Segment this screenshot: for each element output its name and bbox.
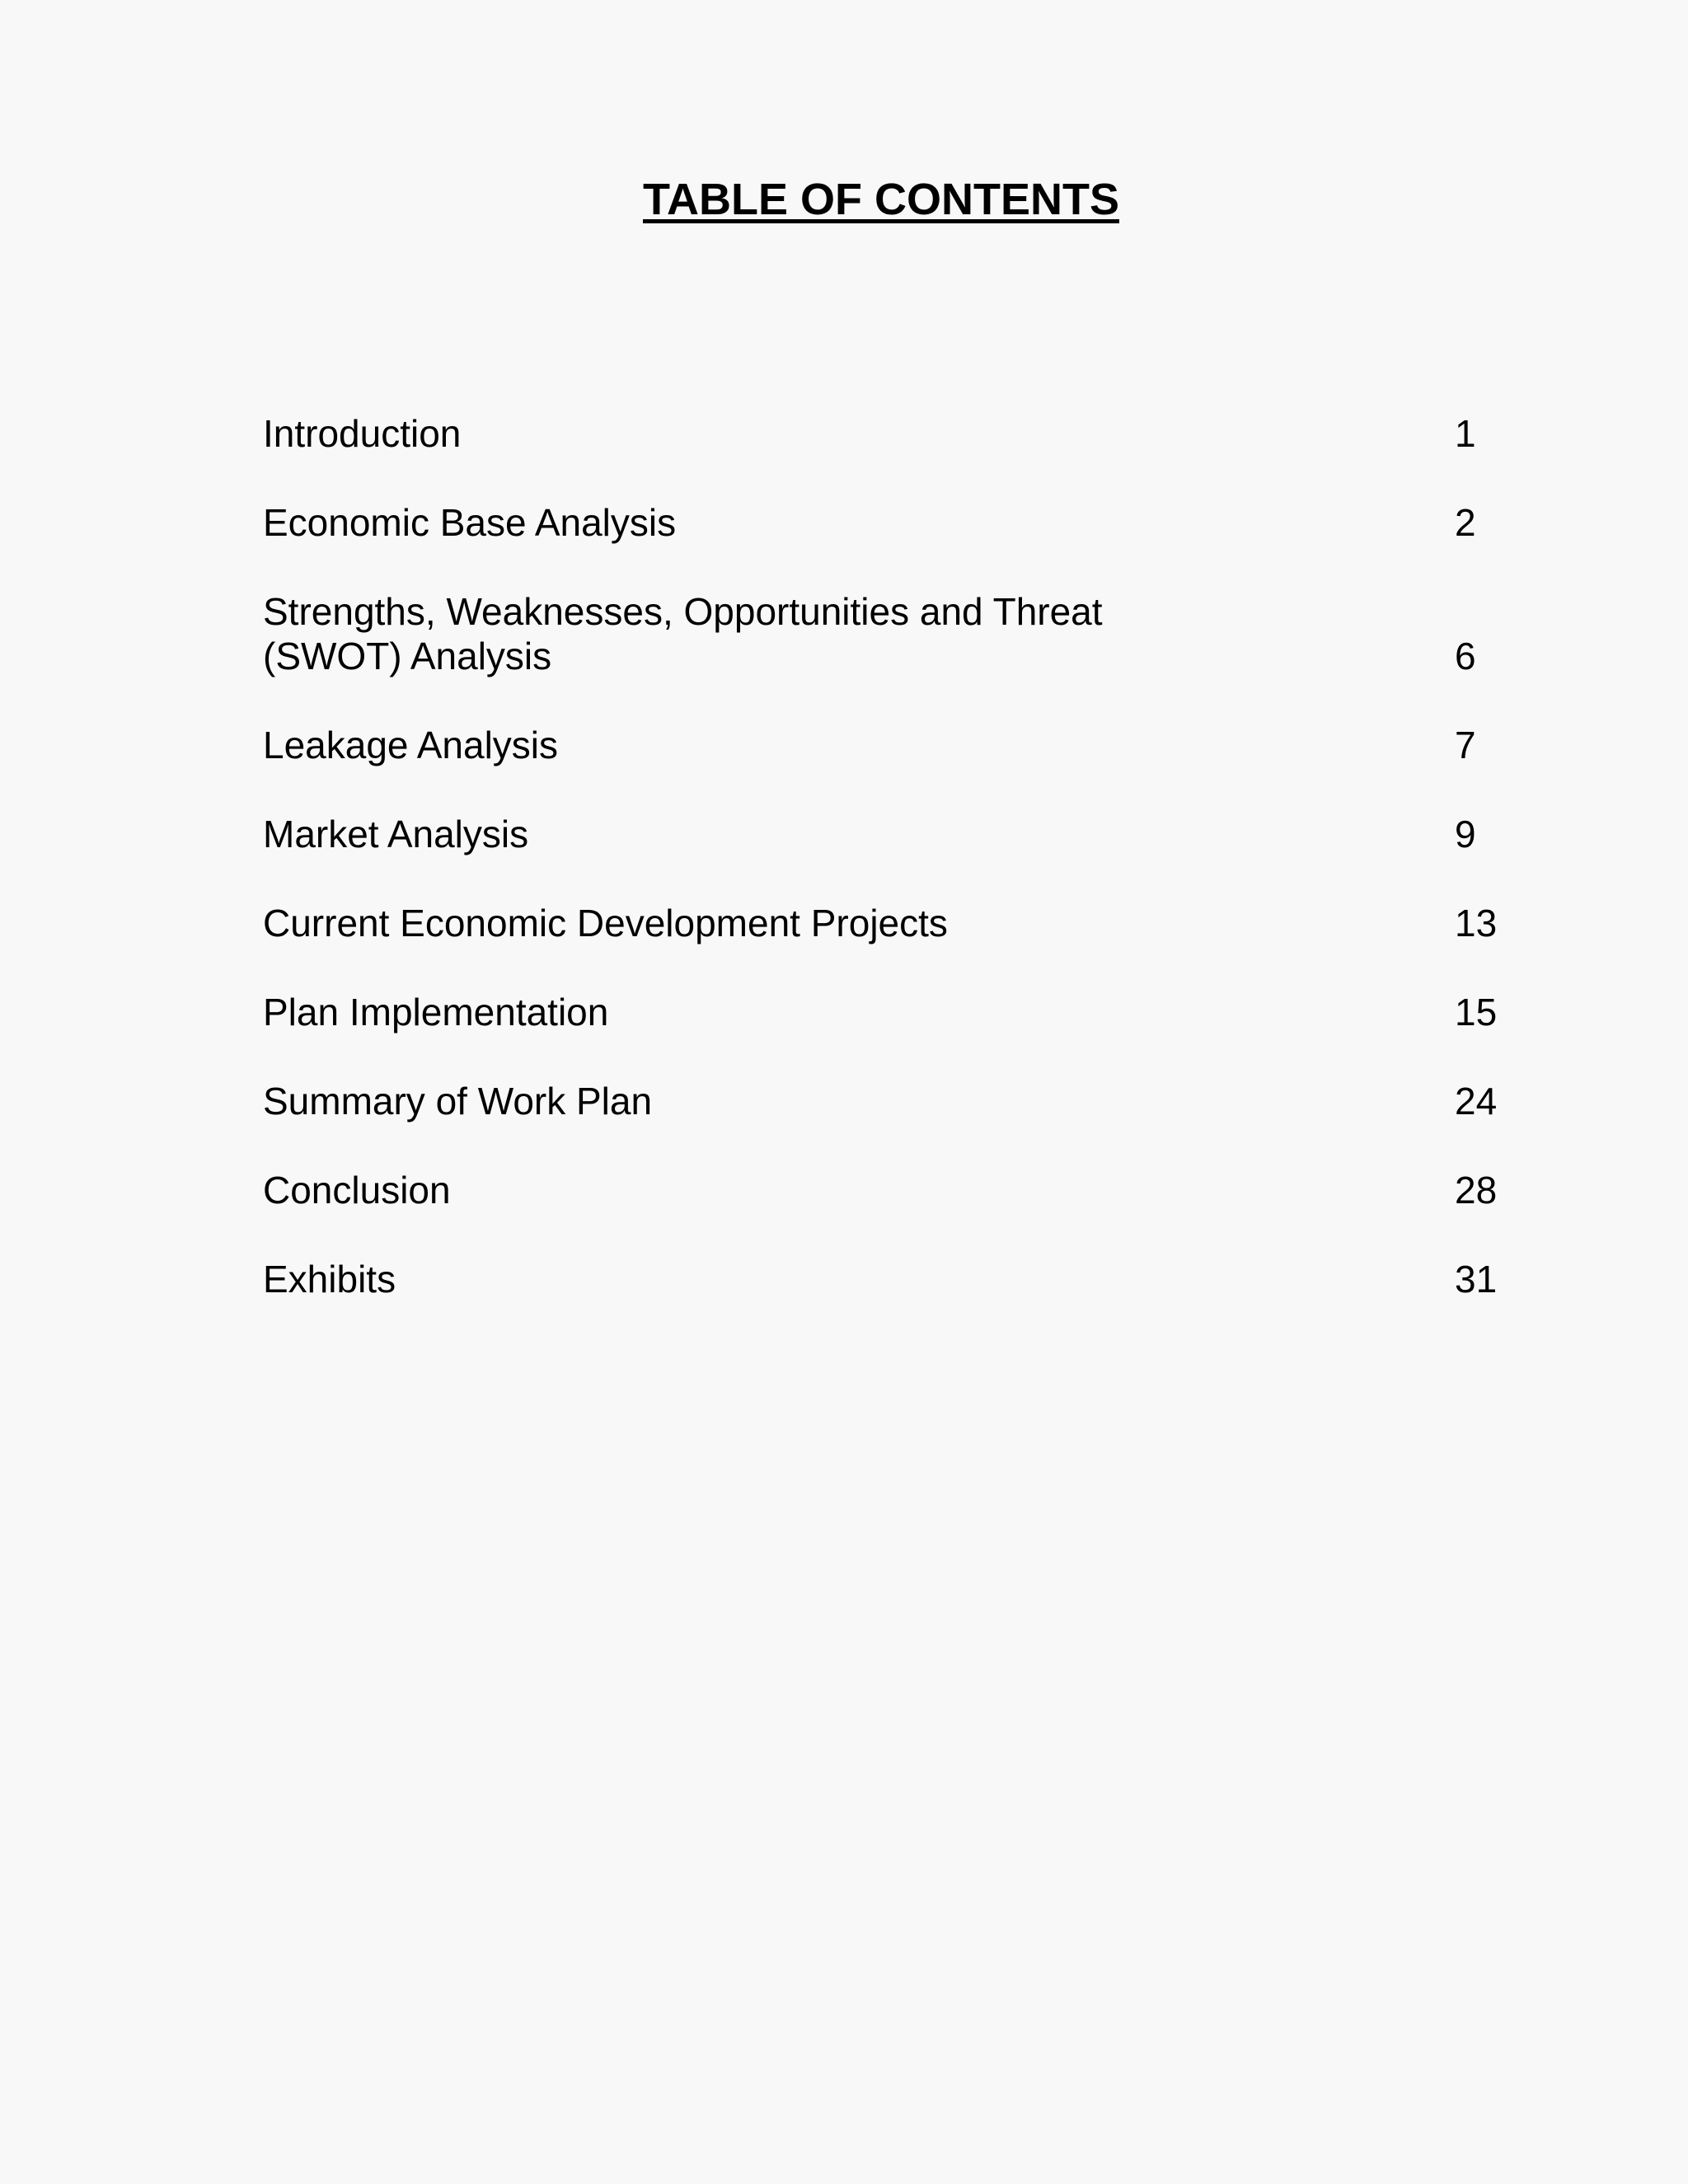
toc-entry-introduction[interactable] bbox=[263, 411, 1549, 456]
toc-entry-page: 24 bbox=[1455, 1080, 1498, 1122]
toc-entry-plan-implementation[interactable] bbox=[263, 990, 1549, 1034]
toc-entry-swot-analysis[interactable] bbox=[263, 589, 1549, 678]
toc-entry-page: 31 bbox=[1455, 1258, 1498, 1301]
toc-entry-label-line-2: (SWOT) Analysis bbox=[263, 635, 552, 677]
toc-entry-exhibits[interactable] bbox=[263, 1257, 1549, 1301]
toc-entry-label-line-1: Strengths, Weaknesses, Opportunities and Threat bbox=[263, 590, 1103, 633]
toc-entry-label: Conclusion bbox=[263, 1169, 451, 1212]
toc-entry-label: Economic Base Analysis bbox=[263, 501, 677, 544]
toc-entry-leakage-analysis[interactable] bbox=[263, 723, 1549, 767]
toc-entry-page: 2 bbox=[1455, 501, 1476, 544]
toc-entry-conclusion[interactable] bbox=[263, 1168, 1549, 1212]
toc-entry-label: Plan Implementation bbox=[263, 991, 609, 1033]
toc-entry-current-projects[interactable] bbox=[263, 901, 1549, 945]
toc-entry-label: Current Economic Development Projects bbox=[263, 902, 948, 944]
toc-entry-page: 1 bbox=[1455, 412, 1476, 455]
toc-entry-page: 28 bbox=[1455, 1169, 1498, 1212]
toc-entry-economic-base-analysis[interactable] bbox=[263, 500, 1549, 545]
toc-entry-page: 7 bbox=[1455, 724, 1476, 766]
toc-entry-label: Market Analysis bbox=[263, 813, 529, 855]
toc-entry-summary-of-work-plan[interactable] bbox=[263, 1079, 1549, 1123]
toc-entry-label: Exhibits bbox=[263, 1258, 396, 1301]
page-title: TABLE OF CONTENTS bbox=[643, 175, 1119, 224]
toc-entry-label: Summary of Work Plan bbox=[263, 1080, 653, 1122]
toc-entry-page: 9 bbox=[1455, 813, 1476, 855]
toc-entry-page: 15 bbox=[1455, 991, 1498, 1033]
toc-entry-page: 6 bbox=[1455, 635, 1476, 677]
toc-entry-market-analysis[interactable] bbox=[263, 812, 1549, 856]
toc-entry-page: 13 bbox=[1455, 902, 1498, 944]
toc-list bbox=[263, 411, 1549, 1346]
toc-entry-label: Introduction bbox=[263, 412, 462, 455]
toc-entry-label: Leakage Analysis bbox=[263, 724, 559, 766]
